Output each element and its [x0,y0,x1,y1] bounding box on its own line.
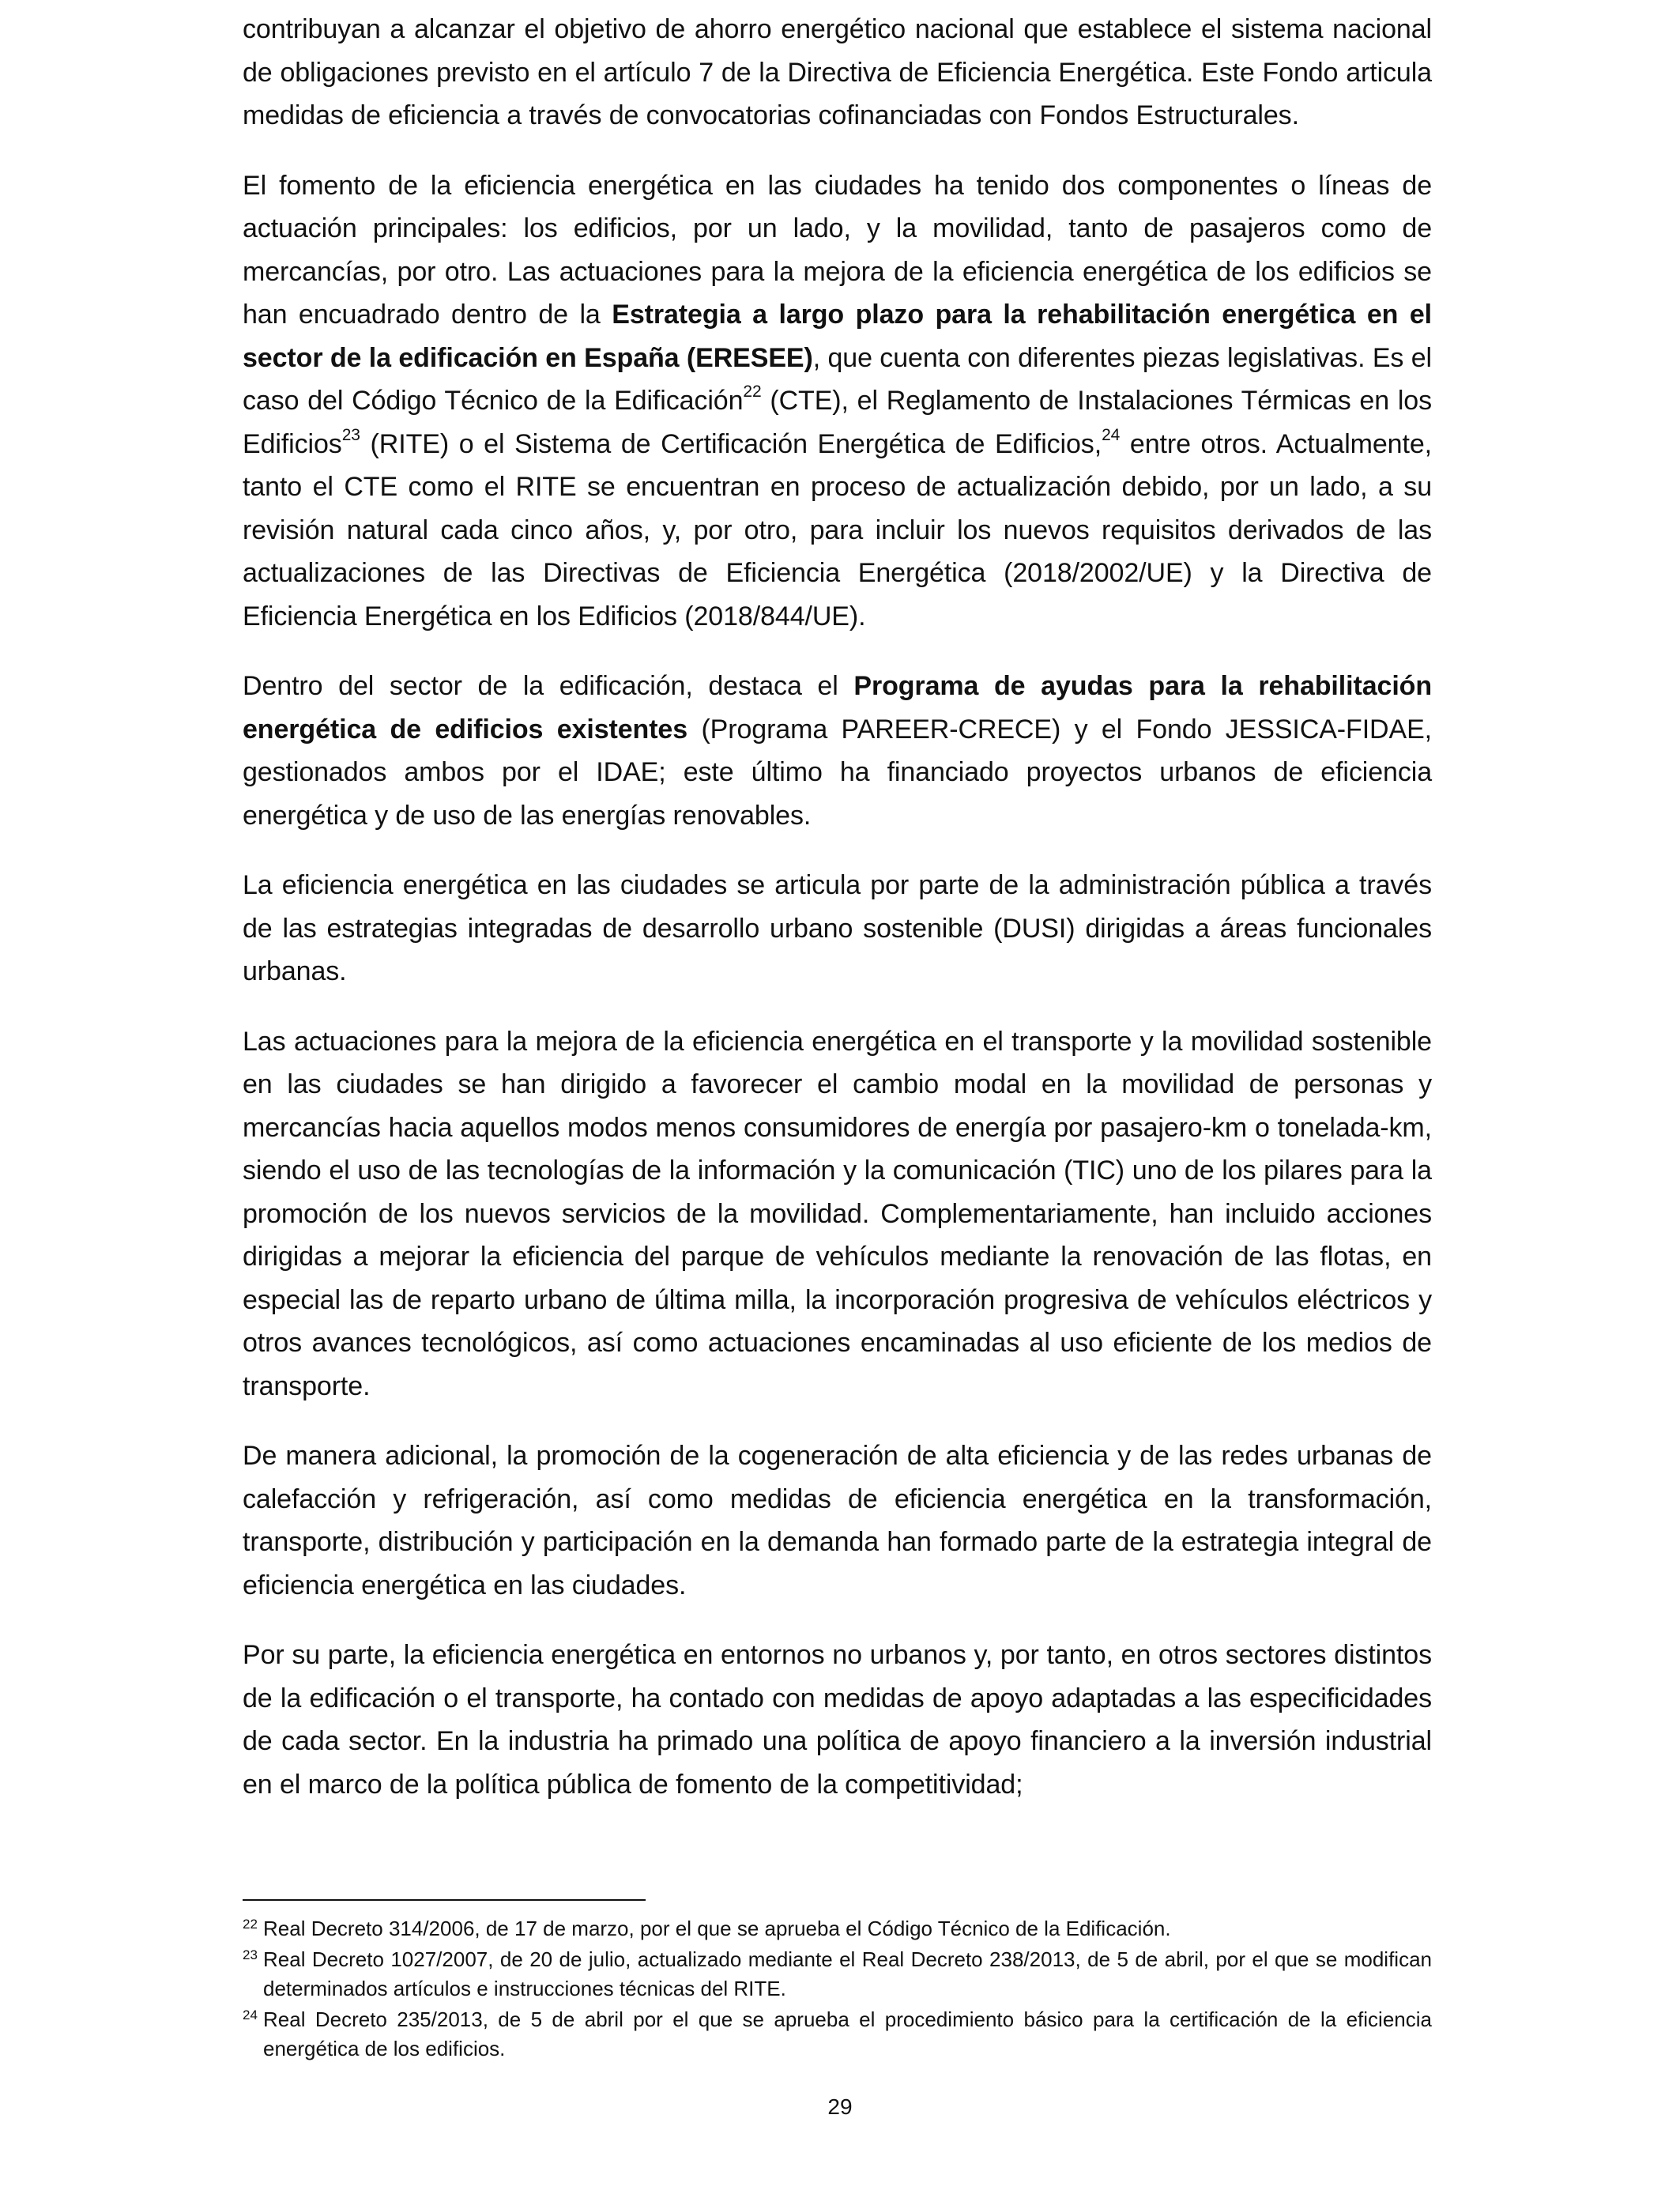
document-body [243,8,1432,1833]
paragraph-1: contribuyan a alcanzar el objetivo de ahorro energético nacional que establece el sistema nacional de obligaciones previsto en el artículo 7 de la Directiva de Eficiencia Energética. Este Fondo articula medidas de eficiencia a través de convocatorias cofinanciadas con Fondos Estructurales. [243,14,1432,130]
footnote-divider [243,1899,646,1901]
paragraph-3 [243,665,1432,837]
paragraph-2 [243,164,1432,639]
footnotes [243,1914,1432,2065]
footnote-number: 24 [243,2007,258,2022]
footnote-ref-24[interactable]: 24 [1102,425,1121,444]
pareer-program-bold: Programa de ayudas para la rehabilitación energética de edificios existentes [243,671,1432,745]
paragraph-2-text-d: (RITE) o el Sistema de Certificación Energética de Edificios, [360,428,1102,459]
paragraph-7: Por su parte, la eficiencia energética en entornos no urbanos y, por tanto, en otros sectores distintos de la edificación o el transporte, ha contado con medidas de apoyo adaptadas a las especificidades de cada sector. En la industria ha primado una política de apoyo financiero a la inversión industrial en el marco de la política pública de fomento de la competitividad; [243,1640,1432,1800]
footnote-text: Real Decreto 314/2006, de 17 de marzo, por el que se aprueba el Código Técnico de la Edificación. [263,1917,1171,1940]
footnote-ref-23[interactable]: 23 [341,425,360,444]
footnote-text: Real Decreto 1027/2007, de 20 de julio, actualizado mediante el Real Decreto 238/2013, de 5 de abril, por el que se modifican determinados artículos e instrucciones técnicas del RITE. [263,1947,1432,2000]
paragraph-2-text-e: entre otros. Actualmente, tanto el CTE como el RITE se encuentran en proceso de actualización debido, por un lado, a su revisión natural cada cinco años, y, por otro, para incluir los nuevos requisitos derivados de las actualizaciones de las Directivas de Eficiencia Energética (2018/2002/UE) y la Directiva de Eficiencia Energética en los Edificios (2018/844/UE). [243,428,1432,631]
paragraph-5: Las actuaciones para la mejora de la eficiencia energética en el transporte y la movilidad sostenible en las ciudades se han dirigido a favorecer el cambio modal en la movilidad de personas y mercancías hacia aquellos modos menos consumidores de energía por pasajero-km o tonelada-km, siendo el uso de las tecnologías de la información y la comunicación (TIC) uno de los pilares para la promoción de los nuevos servicios de la movilidad. Complementariamente, han incluido acciones dirigidas a mejorar la eficiencia del parque de vehículos mediante la renovación de las flotas, en especial las de reparto urbano de última milla, la incorporación progresiva de vehículos eléctricos y otros avances tecnológicos, así como actuaciones encaminadas al uso eficiente de los medios de transporte. [243,1026,1432,1401]
page-number: 29 [827,2094,853,2119]
footnote-number: 23 [243,1947,258,1962]
footnote-24 [243,2005,1432,2064]
paragraph-3-text-b: (Programa PAREER-CRECE) y el Fondo JESSICA-FIDAE, gestionados ambos por el IDAE; este último ha financiado proyectos urbanos de eficiencia energética y de uso de las energías renovables. [243,714,1432,831]
footnote-ref-22[interactable]: 22 [743,383,762,401]
paragraph-4: La eficiencia energética en las ciudades se articula por parte de la administración pública a través de las estrategias integradas de desarrollo urbano sostenible (DUSI) dirigidas a áreas funcionales urbanas. [243,870,1432,986]
paragraph-2-text-b: , que cuenta con diferentes piezas legislativas. Es el caso del Código Técnico de la Edificación [243,342,1432,416]
footnote-text: Real Decreto 235/2013, de 5 de abril por el que se aprueba el procedimiento básico para la certificación de la eficiencia energética de los edificios. [263,2007,1432,2060]
footnote-22 [243,1914,1432,1943]
paragraph-6: De manera adicional, la promoción de la cogeneración de alta eficiencia y de las redes urbanas de calefacción y refrigeración, así como medidas de eficiencia energética en la transformación, transporte, distribución y participación en la demanda han formado parte de la estrategia integral de eficiencia energética en las ciudades. [243,1441,1432,1600]
paragraph-2-text-a: El fomento de la eficiencia energética en las ciudades ha tenido dos componentes o líneas de actuación principales: los edificios, por un lado, y la movilidad, tanto de pasajeros como de mercancías, por otro. Las actuaciones para la mejora de la eficiencia energética de los edificios se han encuadrado dentro de la [243,170,1432,330]
footnote-23 [243,1945,1432,2004]
eresee-strategy-bold: Estrategia a largo plazo para la rehabilitación energética en el sector de la edificación en España (ERESEE) [243,300,1432,373]
footnote-number: 22 [243,1917,258,1932]
paragraph-2-text-c: (CTE), el Reglamento de Instalaciones Térmicas en los Edificios [243,386,1432,459]
paragraph-3-text-a: Dentro del sector de la edificación, destaca el [243,671,854,701]
